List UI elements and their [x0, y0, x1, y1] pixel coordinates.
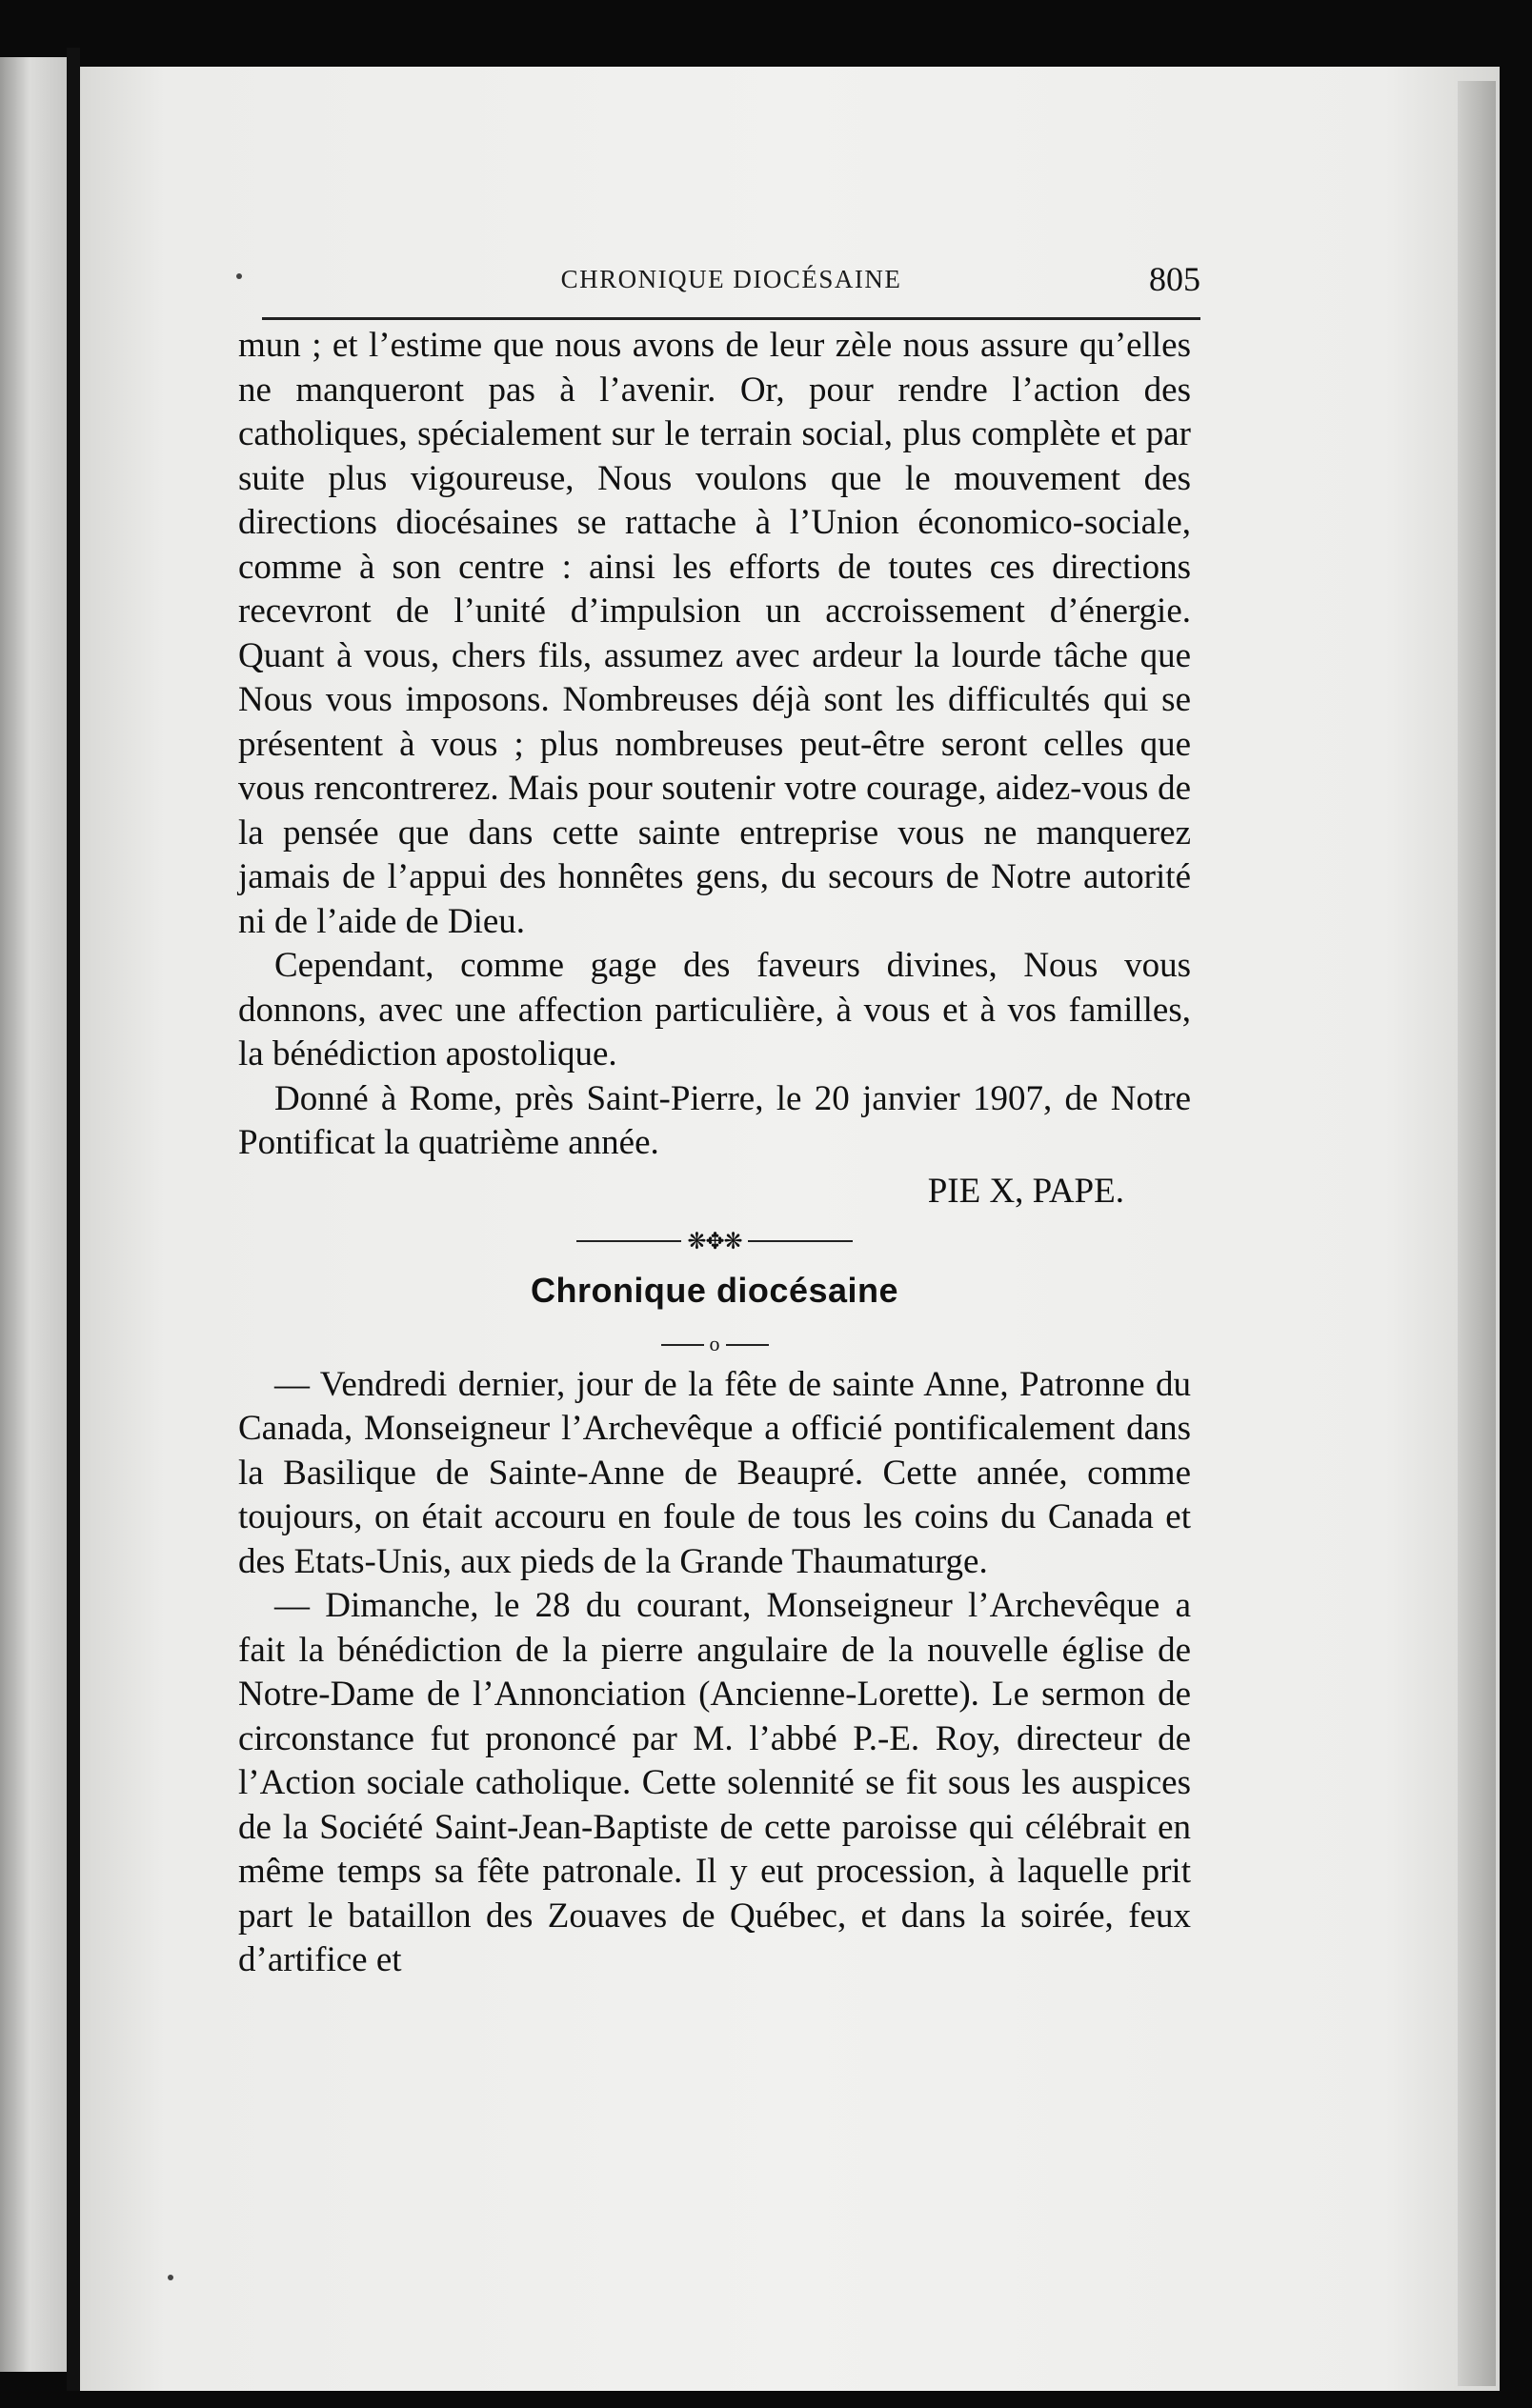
- book-gutter: [67, 48, 80, 2391]
- page-body: [238, 324, 1191, 1983]
- letter-paragraph: mun ; et l’estime que nous avons de leur zèle nous assure qu’elles ne manqueront pas à l’avenir. Or, pour rendre l’action des catholiques, spécialement sur le terrain social, plus complète et par suite plus vigoureuse, Nous voulons que le mouvement des directions diocésaines se rattache à l’Union économico-sociale, comme à son centre : ainsi les efforts de toutes ces directions recevront de l’unité d’impulsion un accroissement d’énergie. Quant à vous, chers fils, assumez avec ardeur la lourde tâche que Nous vous imposons. Nombreuses déjà sont les difficultés qui se présentent à vous ; plus nombreuses peut-être seront celles que vous rencontrerez. Mais pour soutenir votre courage, aidez-vous de la pensée que dans cette sainte entreprise vous ne manquerez jamais de l’appui des honnêtes gens, du secours de Notre autorité ni de l’aide de Dieu.: [238, 326, 1191, 941]
- print-speck: [168, 2275, 173, 2280]
- page-number: 805: [1149, 260, 1200, 298]
- header-rule: [262, 317, 1200, 320]
- ornament-rule-left: [576, 1240, 681, 1242]
- running-title: CHRONIQUE DIOCÉSAINE: [560, 265, 902, 293]
- section-ornament: [238, 1227, 1191, 1255]
- page-header: [262, 255, 1200, 303]
- facing-page-edge: [0, 57, 67, 2372]
- page-edge-shadow: [1458, 81, 1496, 2386]
- separator-mark: o: [709, 1332, 720, 1356]
- chronicle-paragraph: — Dimanche, le 28 du courant, Monseigneur l’Archevêque a fait la bénédiction de la pierre angulaire de la nouvelle église de Notre-Dame de l’Annonciation (Ancienne-Lorette). Le sermon de circonstance fut prononcé par M. l’abbé P.-E. Roy, directeur de l’Action sociale catholique. Cette solennité se fit sous les auspices de la Société Saint-Jean-Baptiste de cette paroisse qui célébrait en même temps sa fête patronale. Il y eut procession, à laquelle prit part le bataillon des Zouaves de Québec, et dans la soirée, feux d’artifice et: [238, 1586, 1191, 1979]
- chronicle-paragraph: — Vendredi dernier, jour de la fête de sainte Anne, Patronne du Canada, Monseigneur l’Archevêque a officié pontificalement dans la Basilique de Sainte-Anne de Beaupré. Cette année, comme toujours, on était accouru en foule de tous les coins du Canada et des Etats-Unis, aux pieds de la Grande Thaumaturge.: [238, 1364, 1191, 1581]
- letter-paragraph: Cependant, comme gage des faveurs divines, Nous vous donnons, avec une affection particulière, à vous et à vos familles, la bénédiction apostolique.: [238, 946, 1191, 1074]
- signature: PIE X, PAPE.: [927, 1171, 1124, 1211]
- ornament-glyph: ❋✥❋: [687, 1227, 742, 1254]
- ornament-rule-right: [748, 1240, 853, 1242]
- section-title: Chronique diocésaine: [530, 1271, 899, 1310]
- separator-rule-right: [726, 1344, 769, 1346]
- print-speck: [236, 273, 242, 279]
- section-separator: [238, 1333, 1191, 1357]
- separator-rule-left: [661, 1344, 704, 1346]
- letter-paragraph: Donné à Rome, près Saint-Pierre, le 20 janvier 1907, de Notre Pontificat la quatrième année.: [238, 1078, 1191, 1162]
